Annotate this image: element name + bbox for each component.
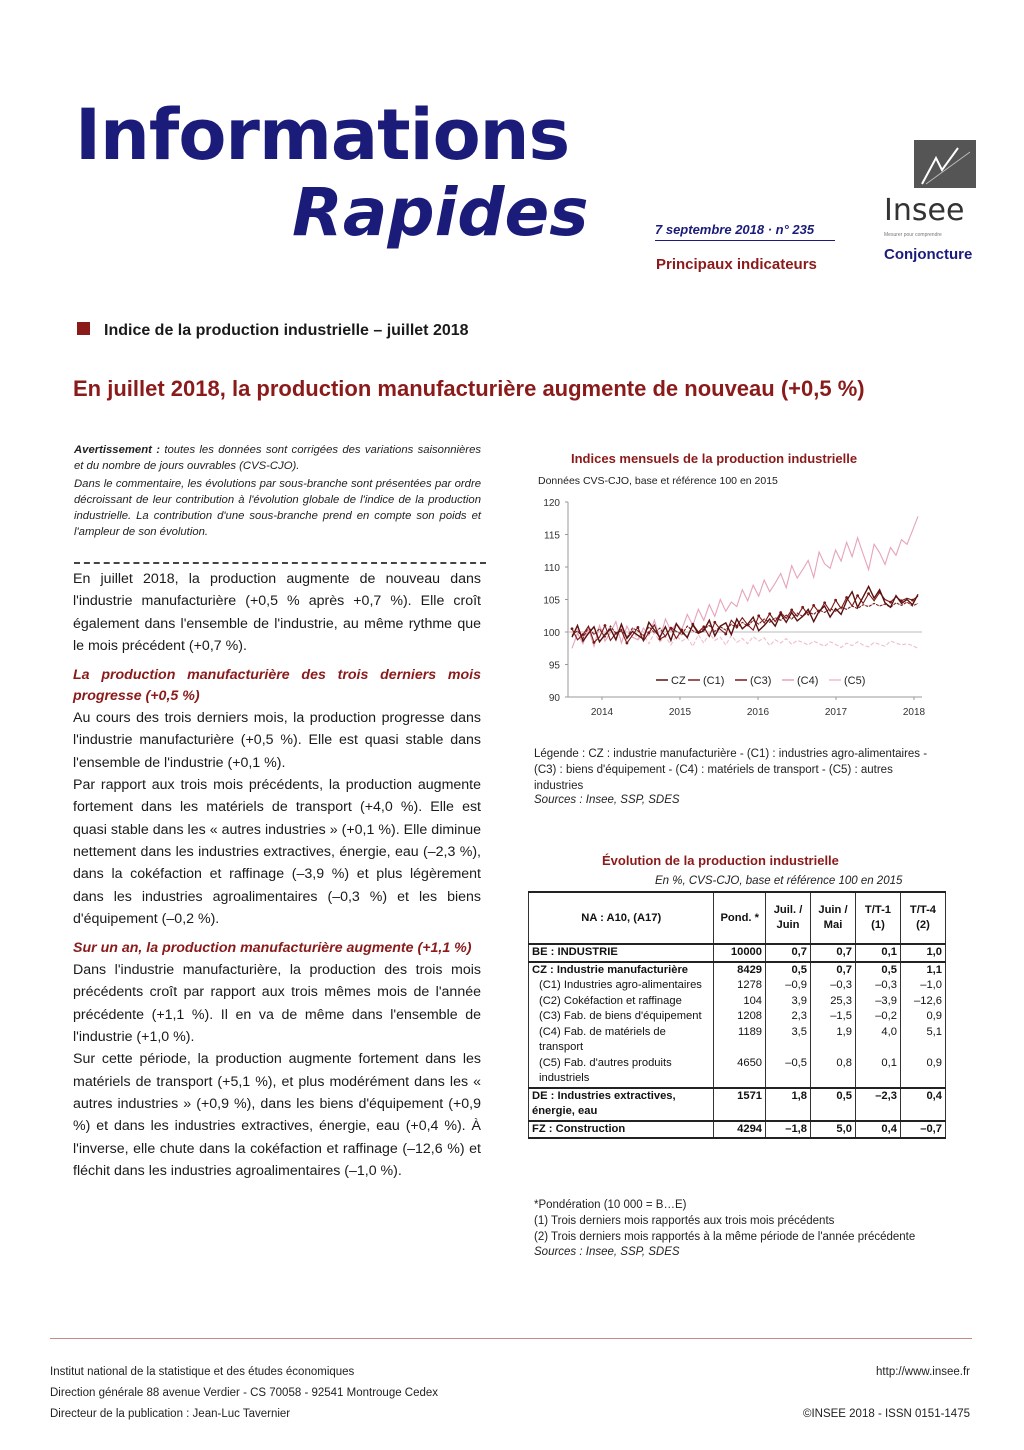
table-row-label: CZ : Industrie manufacturière bbox=[529, 962, 714, 979]
series-point-c3 bbox=[593, 641, 596, 644]
table-cell: –1,8 bbox=[766, 1121, 811, 1139]
series-point-c3 bbox=[724, 633, 727, 636]
series-point-c3 bbox=[801, 606, 804, 609]
series-point-c3 bbox=[757, 614, 760, 617]
table-row-label: (C2) Cokéfaction et raffinage bbox=[529, 994, 714, 1010]
series-point-c3 bbox=[571, 627, 574, 630]
legend-label: (C1) bbox=[703, 675, 725, 687]
y-tick-label: 115 bbox=[544, 530, 560, 542]
table-cell: 2,3 bbox=[766, 1009, 811, 1025]
table-row bbox=[529, 1025, 946, 1056]
table-cell: 0,7 bbox=[811, 944, 856, 962]
headline: En juillet 2018, la production manufacturière augmente de nouveau (+0,5 %) bbox=[73, 376, 865, 401]
series-point-c3 bbox=[812, 604, 815, 607]
insee-logo-sub: Conjoncture bbox=[884, 246, 973, 263]
table-cell: 0,1 bbox=[855, 1056, 900, 1088]
table-notes bbox=[534, 1198, 934, 1261]
table-row-label: FZ : Construction bbox=[529, 1121, 714, 1139]
table-row bbox=[529, 1056, 946, 1088]
issue-line: 7 septembre 2018 · n° 235 bbox=[655, 222, 815, 237]
table-cell: –12,6 bbox=[900, 994, 945, 1010]
table-cell: 0,9 bbox=[900, 1009, 945, 1025]
series-line-c4 bbox=[572, 516, 918, 648]
footer-line: Institut national de la statistique et des études économiques bbox=[50, 1366, 355, 1378]
x-tick-label: 2018 bbox=[902, 707, 926, 718]
table-cell: 4650 bbox=[714, 1056, 766, 1088]
table-cell: 0,9 bbox=[900, 1056, 945, 1088]
insee-logo-tagline: Mesurer pour comprendre bbox=[884, 232, 942, 238]
table-header-row bbox=[529, 892, 946, 944]
series-point-c3 bbox=[604, 624, 607, 627]
warning-label: Avertissement : bbox=[74, 444, 160, 456]
table-cell: 5,0 bbox=[811, 1121, 856, 1139]
table-cell: 1278 bbox=[714, 978, 766, 994]
legend-label: (C5) bbox=[844, 675, 866, 687]
brand-title: Informations bbox=[75, 94, 570, 176]
series-line-c3 bbox=[572, 592, 918, 643]
table-cell: 0,4 bbox=[900, 1088, 945, 1121]
footer-line: Directeur de la publication : Jean-Luc Tavernier bbox=[50, 1408, 291, 1420]
table-cell: –1,5 bbox=[811, 1009, 856, 1025]
table-cell: 1,0 bbox=[900, 944, 945, 962]
series-point-c3 bbox=[647, 631, 650, 634]
footer-line: Direction générale 88 avenue Verdier - CS 70058 - 92541 Montrouge Cedex bbox=[50, 1387, 439, 1399]
table-cell: 1189 bbox=[714, 1025, 766, 1056]
table-cell: –0,2 bbox=[855, 1009, 900, 1025]
legend-label: (C4) bbox=[797, 675, 819, 687]
table-cell: –0,9 bbox=[766, 978, 811, 994]
subject-line: Indice de la production industrielle – juillet 2018 bbox=[104, 322, 469, 339]
chart-source: Sources : Insee, SSP, SDES bbox=[534, 794, 680, 806]
table-cell: –0,3 bbox=[855, 978, 900, 994]
chart-title: Indices mensuels de la production industrielle bbox=[571, 451, 858, 466]
series-point-c3 bbox=[582, 633, 585, 636]
chart-subtitle: Données CVS-CJO, base et référence 100 en 2015 bbox=[538, 475, 778, 487]
table-cell: 5,1 bbox=[900, 1025, 945, 1056]
body-column bbox=[73, 568, 481, 1182]
series-point-c3 bbox=[790, 609, 793, 612]
subject-marker bbox=[77, 322, 90, 335]
y-tick-label: 90 bbox=[548, 693, 560, 704]
body-paragraph-1: En juillet 2018, la production augmente de nouveau dans l'industrie manufacturière (+0,5 % après +0,7 %). Elle croît également dans l'ensemble de l'industrie, au même rythme que le mois précédent (+0,7 %). bbox=[73, 571, 481, 654]
table-cell: 10000 bbox=[714, 944, 766, 962]
table-cell: 4294 bbox=[714, 1121, 766, 1139]
series-point-c3 bbox=[768, 612, 771, 615]
series-point-c3 bbox=[867, 592, 870, 595]
body-paragraph-4: Dans l'industrie manufacturière, la production des trois mois précédents croît par rapport aux trois mêmes mois de l'année précédente (+1,1 %). Il en va de même dans l'ensemble de l'industrie (+1,0 %). bbox=[73, 962, 481, 1046]
table-note: (1) Trois derniers mois rapportés aux trois mois précédents bbox=[534, 1214, 835, 1227]
table-row bbox=[529, 1009, 946, 1025]
x-tick-label: 2016 bbox=[746, 707, 770, 718]
footer-copyright: ©INSEE 2018 - ISSN 0151-1475 bbox=[802, 1408, 970, 1420]
table-cell: 1,8 bbox=[766, 1088, 811, 1121]
body-paragraph-2: Au cours des trois derniers mois, la production progresse dans l'industrie manufacturière (+0,5 %). Elle est quasi stable dans l'ensemble de l'industrie (+0,1 %). bbox=[73, 710, 481, 771]
table-cell: 0,7 bbox=[766, 944, 811, 962]
production-table bbox=[528, 891, 946, 1139]
table-cell: 104 bbox=[714, 994, 766, 1010]
header-rule bbox=[655, 240, 835, 241]
body-paragraph-3: Par rapport aux trois mois précédents, la production augmente fortement dans les matériels de transport (+4,0 %). Elle est quasi stable dans les « autres industries » (+0,1 %). Elle diminue nettement dans les industries extractives, énergie, eau (–2,3 %), dans la cokéfaction et raffinage (–3,9 %) et plus légèrement dans les industries agroalimentaires (–0,3 %) et les biens d'équipement (–0,2 %). bbox=[73, 777, 481, 927]
table-cell: 0,5 bbox=[855, 962, 900, 979]
table-cell: 1208 bbox=[714, 1009, 766, 1025]
y-tick-label: 120 bbox=[543, 498, 560, 509]
table-row-label: BE : INDUSTRIE bbox=[529, 944, 714, 962]
footer-url[interactable]: http://www.insee.fr bbox=[876, 1366, 970, 1378]
series-point-c3 bbox=[735, 625, 738, 628]
series-point-c3 bbox=[669, 627, 672, 630]
y-tick-label: 95 bbox=[548, 660, 560, 672]
series-point-c3 bbox=[713, 621, 716, 624]
table-cell: 3,9 bbox=[766, 994, 811, 1010]
table-cell: –0,7 bbox=[900, 1121, 945, 1139]
table-units: En %, CVS-CJO, base et référence 100 en 2015 bbox=[655, 875, 903, 887]
table-cell: 0,7 bbox=[811, 962, 856, 979]
table-cell: 0,8 bbox=[811, 1056, 856, 1088]
table-cell: –3,9 bbox=[855, 994, 900, 1010]
series-point-c3 bbox=[823, 601, 826, 604]
table-cell: 0,1 bbox=[855, 944, 900, 962]
table-cell: –0,5 bbox=[766, 1056, 811, 1088]
body-paragraph-5: Sur cette période, la production augmente fortement dans les matériels de transport (+5,1 %), et plus modérément dans les « autres industries » (+0,9 %), dans les biens d'équipement (+0,9 %) et dans les industries extractives, énergie, eau (+0,4 %). À l'inverse, elle chute dans la cokéfaction et raffinage (–12,6 %) et fléchit dans les industries agroalimentaires (–1,0 %). bbox=[73, 1051, 481, 1179]
table-cell: –2,3 bbox=[855, 1088, 900, 1121]
series-point-c3 bbox=[911, 599, 914, 602]
y-tick-label: 105 bbox=[543, 595, 560, 607]
table-cell: 0,5 bbox=[811, 1088, 856, 1121]
table-row bbox=[529, 944, 946, 962]
footer-rule bbox=[50, 1338, 972, 1339]
table-cell: 1,9 bbox=[811, 1025, 856, 1056]
warning-text-1: toutes les données sont corrigées des variations saisonnières et du nombre de jours ouvrables (CVS-CJO). bbox=[74, 444, 482, 473]
table-row-label: DE : Industries extractives, énergie, eau bbox=[529, 1088, 714, 1121]
table-cell: –0,3 bbox=[811, 978, 856, 994]
series-point-c3 bbox=[889, 601, 892, 604]
table-row bbox=[529, 962, 946, 979]
chart-legend-text: Légende : CZ : industrie manufacturière - (C1) : industries agro-alimentaires - (C3) : biens d'équipement - (C4) : matériels de transport - (C5) : autres industries bbox=[534, 748, 928, 792]
table-header-cell: T/T-1 (1) bbox=[855, 892, 900, 944]
table-cell: 25,3 bbox=[811, 994, 856, 1010]
table-note: (2) Trois derniers mois rapportés à la même période de l'année précédente bbox=[534, 1230, 916, 1243]
y-tick-label: 100 bbox=[543, 628, 560, 639]
x-tick-label: 2017 bbox=[824, 707, 848, 718]
series-point-c3 bbox=[834, 599, 837, 602]
table-header-cell: Pond. * bbox=[714, 892, 766, 944]
table-cell: –1,0 bbox=[900, 978, 945, 994]
table-cell: 1,1 bbox=[900, 962, 945, 979]
table-row bbox=[529, 1088, 946, 1121]
table-row-label: (C5) Fab. d'autres produits industriels bbox=[529, 1056, 714, 1088]
warning-box bbox=[74, 442, 481, 542]
series-point-c3 bbox=[626, 642, 629, 645]
legend-label: (C3) bbox=[750, 675, 772, 687]
table-header-cell: Juin / Mai bbox=[811, 892, 856, 944]
table-row bbox=[529, 978, 946, 994]
body-heading-1: La production manufacturière des trois derniers mois progresse (+0,5 %) bbox=[73, 667, 481, 705]
table-header-cell: Juil. / Juin bbox=[766, 892, 811, 944]
line-chart bbox=[530, 490, 940, 720]
x-tick-label: 2015 bbox=[668, 707, 692, 718]
table-row bbox=[529, 1121, 946, 1139]
table-row-label: (C4) Fab. de matériels de transport bbox=[529, 1025, 714, 1056]
table-header-cell: NA : A10, (A17) bbox=[529, 892, 714, 944]
series-line-c1 bbox=[572, 602, 918, 638]
table-note: *Pondération (10 000 = B…E) bbox=[534, 1199, 687, 1211]
table-source: Sources : Insee, SSP, SDES bbox=[534, 1246, 680, 1259]
footer-right bbox=[770, 1362, 970, 1425]
body-heading-2: Sur un an, la production manufacturière augmente (+1,1 %) bbox=[73, 940, 472, 957]
table-cell: 8429 bbox=[714, 962, 766, 979]
series-point-c3 bbox=[637, 626, 640, 629]
footer-address bbox=[50, 1362, 438, 1425]
warning-text-2: Dans le commentaire, les évolutions par sous-branche sont présentées par ordre décroissant de leur contribution à l'évolution globale de l'indice de la production industrielle. La contribution d'une sous-branche prend en compte son poids et l'ampleur de son évolution. bbox=[74, 478, 481, 539]
insee-logo bbox=[884, 140, 976, 270]
table-cell: 4,0 bbox=[855, 1025, 900, 1056]
brand-subtitle: Rapides bbox=[292, 174, 589, 251]
series-point-c3 bbox=[615, 632, 618, 635]
table-header-cell: T/T-4 (2) bbox=[900, 892, 945, 944]
insee-logo-name: Insee bbox=[884, 193, 965, 228]
x-tick-label: 2014 bbox=[590, 707, 614, 718]
table-title: Évolution de la production industrielle bbox=[602, 853, 839, 868]
table-row bbox=[529, 994, 946, 1010]
legend-label: CZ bbox=[671, 675, 686, 687]
series-point-c3 bbox=[856, 594, 859, 597]
table-cell: 0,4 bbox=[855, 1121, 900, 1139]
table-cell: 3,5 bbox=[766, 1025, 811, 1056]
warning-divider bbox=[74, 562, 486, 564]
table-cell: 1571 bbox=[714, 1088, 766, 1121]
table-row-label: (C3) Fab. de biens d'équipement bbox=[529, 1009, 714, 1025]
table-cell: 0,5 bbox=[766, 962, 811, 979]
y-tick-label: 110 bbox=[544, 563, 560, 574]
section-label: Principaux indicateurs bbox=[656, 256, 817, 273]
table-row-label: (C1) Industries agro-alimentaires bbox=[529, 978, 714, 994]
